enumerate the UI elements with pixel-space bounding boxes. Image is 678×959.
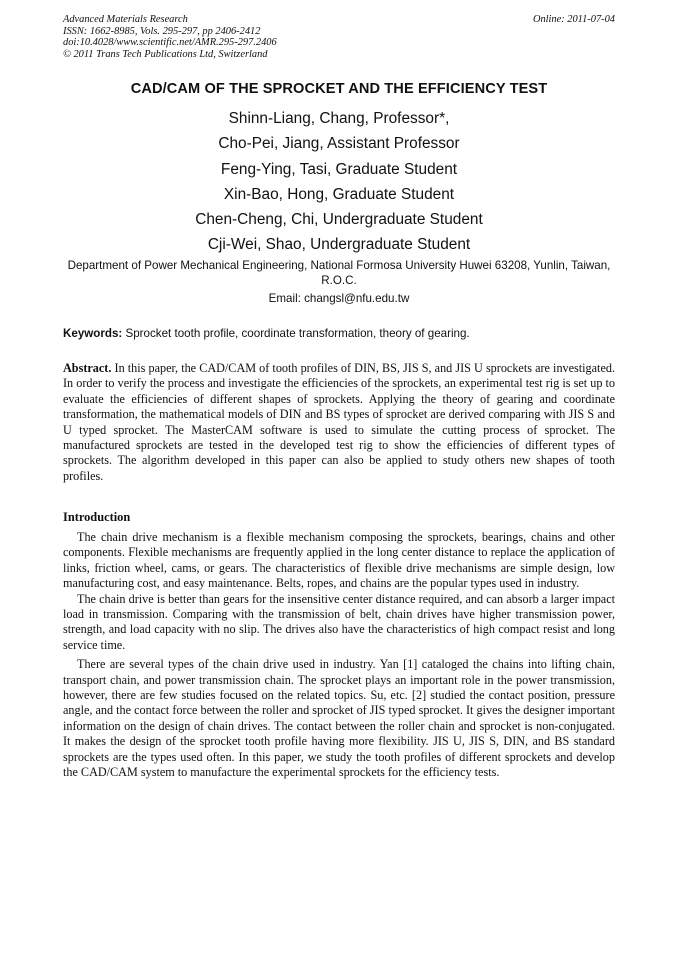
contact-email: Email: changsl@nfu.edu.tw — [268, 292, 410, 305]
keywords-label: Keywords: — [63, 327, 123, 340]
journal-name: Advanced Materials Research — [63, 14, 188, 25]
author-3: Feng-Ying, Tasi, Graduate Student — [220, 160, 458, 178]
author-6: Cji-Wei, Shao, Undergraduate Student — [207, 236, 471, 254]
introduction-body — [63, 530, 615, 781]
intro-paragraph-1: The chain drive mechanism is a flexible mechanism composing the sprockets, bearings, chains and other components. Flexible mechanisms are frequently applied in the long center distance to replace the application of links, friction wheel, cams, or gears. The characteristics of flexible drive mechanisms are simple design, low manufacturing cost, and easy maintenance. Belts, ropes, and chains are the popular types used in industry. — [63, 530, 615, 591]
online-date: Online: 2011-07-04 — [532, 14, 615, 25]
copyright-line: © 2011 Trans Tech Publications Ltd, Switzerland — [63, 48, 268, 60]
section-heading-introduction: Introduction — [63, 510, 131, 524]
keywords-text: Sprocket tooth profile, coordinate transformation, theory of gearing. — [122, 327, 470, 340]
author-5: Chen-Cheng, Chi, Undergraduate Student — [195, 211, 483, 229]
author-4: Xin-Bao, Hong, Graduate Student — [223, 185, 455, 203]
abstract-label: Abstract. — [63, 361, 112, 375]
author-2: Cho-Pei, Jiang, Assistant Professor — [218, 135, 460, 153]
issn-line: ISSN: 1662-8985, Vols. 295-297, pp 2406-2412 — [63, 25, 261, 37]
abstract — [63, 361, 615, 484]
doi-line: doi:10.4028/www.scientific.net/AMR.295-297.2406 — [63, 37, 277, 49]
intro-paragraph-2: The chain drive is better than gears for the insensitive center distance required, and can absorb a larger impact load in transmission. Comparing with the transmission of belt, chain drives have higher transmission power, strength, and load capacity with no slip. The drives also have the characteristics of high compact resist and long service time. — [63, 591, 615, 652]
intro-paragraph-3: There are several types of the chain drive used in industry. Yan [1] cataloged the chains into lifting chain, transport chain, and power transmission chain. The sprocket plays an important role in the power transmission, however, there are few studies focused on the related topics. Su, etc. [2] studied the contact position, pressure angle, and the contact force between the roller and sprocket of JIS typed sprocket. It gives the designer important information on the design of chain drives. The contact between the roller chain and sprocket is non-conjugated. It makes the design of the sprocket tooth profile having more flexibility. JIS U, JIS S, DIN, and BS standard sprockets are the types used often. In this paper, we study the tooth profiles of different sprockets and develop the CAD/CAM system to manufacture the experimental sprockets for the efficiency tests. — [63, 657, 615, 780]
journal-header — [63, 14, 615, 60]
affiliation: Department of Power Mechanical Engineering, National Formosa University Huwei 63208, Yunlin, Taiwan, R.O.C. — [67, 259, 611, 287]
abstract-text: In this paper, the CAD/CAM of tooth profiles of DIN, BS, JIS S, and JIS U sprockets are investigated. In order to verify the process and investigate the efficiencies of the sprockets, an experimental test rig is set up to evaluate the efficiencies of different shapes of sprockets. Applying the theory of gearing and coordinate transformation, the mathematical models of DIN and BS types of sprocket are derived comparing with JIS S and U typed sprocket. The MasterCAM software is used to simulate the cutting process of sprocket. The manufactured sprockets are tested in the developed test rig to show the efficiencies of different types of sprockets. The algorithm developed in this paper can also be applied to study others new shapes of tooth profiles. — [63, 361, 615, 483]
author-list — [0, 106, 678, 258]
keywords — [63, 327, 615, 340]
author-1: Shinn-Liang, Chang, Professor*, — [228, 110, 450, 127]
paper-title: CAD/CAM OF THE SPROCKET AND THE EFFICIENCY TEST — [130, 81, 548, 97]
